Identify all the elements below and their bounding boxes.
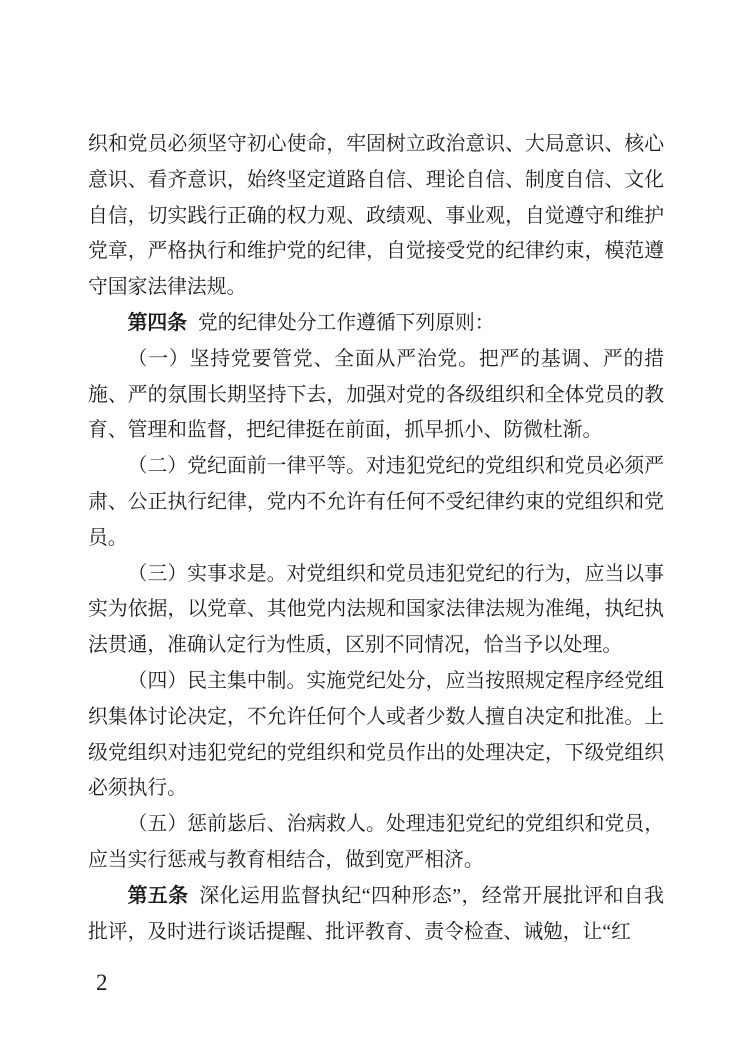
paragraph xyxy=(88,879,664,951)
paragraph xyxy=(88,306,664,342)
paragraph-text: 深化运用监督执纪“四种形态”，经常开展批评和自我批评，及时进行谈话提醒、批评教育、责令检查、诫勉，让“红 xyxy=(88,884,664,943)
paragraph-text: （三）实事求是。对党组织和党员违犯党纪的行为，应当以事实为依据，以党章、其他党内法规和国家法律法规为准绳，执纪执法贯通，准确认定行为性质，区别不同情况，恰当予以处理。 xyxy=(88,562,664,657)
article-number: 第五条 xyxy=(127,884,189,907)
paragraph-text: （二）党纪面前一律平等。对违犯党纪的党组织和党员必须严肃、公正执行纪律，党内不允许有任何不受纪律约束的党组织和党员。 xyxy=(88,455,664,549)
paragraph-text: 织和党员必须坚守初心使命，牢固树立政治意识、大局意识、核心意识、看齐意识，始终坚定道路自信、理论自信、制度自信、文化自信，切实践行正确的权力观、政绩观、事业观，自觉遵守和维护党章，严格执行和维护党的纪律，自觉接受党的纪律约束，模范遵守国家法律法规。 xyxy=(88,133,664,299)
document-text xyxy=(88,127,664,950)
paragraph xyxy=(88,449,664,556)
paragraph-text: （四）民主集中制。实施党纪处分，应当按照规定程序经党组织集体讨论决定，不允许任何个人或者少数人擅自决定和批准。上级党组织对违犯党纪的党组织和党员作出的处理决定，下级党组织必须执行。 xyxy=(88,669,664,800)
page-number: 2 xyxy=(96,970,108,995)
paragraph xyxy=(88,664,664,807)
paragraph-text: （五）惩前毖后、治病救人。处理违犯党纪的党组织和党员，应当实行惩戒与教育相结合，做到宽严相济。 xyxy=(88,813,664,871)
paragraph xyxy=(88,127,664,306)
paragraph xyxy=(88,342,664,449)
paragraph-text: （一）坚持党要管党、全面从严治党。把严的基调、严的措施、严的氛围长期坚持下去，加强对党的各级组织和全体党员的教育、管理和监督，把纪律挺在前面，抓早抓小、防微杜渐。 xyxy=(88,347,664,442)
paragraph xyxy=(88,557,664,664)
article-number: 第四条 xyxy=(127,311,187,334)
paragraph-text: 党的纪律处分工作遵循下列原则： xyxy=(197,311,495,334)
paragraph xyxy=(88,807,664,879)
